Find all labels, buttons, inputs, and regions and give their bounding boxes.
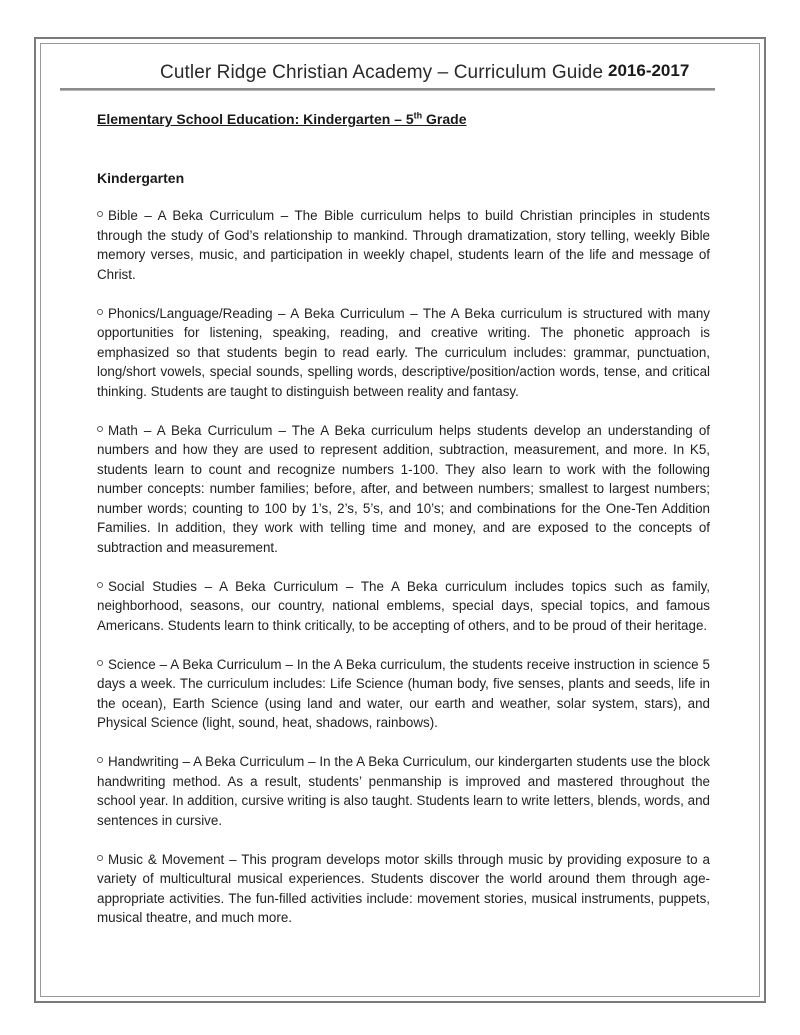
header-year: 2016-2017	[608, 61, 690, 80]
bullet-icon	[97, 855, 103, 861]
document-header	[60, 58, 744, 88]
subject-science	[97, 655, 710, 733]
bullet-icon	[97, 582, 103, 588]
subject-text: Math – A Beka Curriculum – The A Beka curriculum helps students develop an understanding of numbers and how they are used to represent addition, subtraction, measurement, and more. In K5, students learn to count and recognize numbers 1-100. They also learn to work with the following number concepts: number families; before, after, and between numbers; smallest to largest numbers; number words; counting to 100 by 1’s, 2’s, 5’s, and 10’s; and combinations for the One-Ten Addition Families. In addition, they work with telling time and money, and are exposed to the concepts of subtraction and measurement.	[97, 422, 710, 555]
section-title	[97, 111, 467, 127]
bullet-icon	[97, 757, 103, 763]
subject-text: Phonics/Language/Reading – A Beka Curriculum – The A Beka curriculum is structured with many opportunities for listening, speaking, reading, and creative writing. The phonetic approach is emphasized so that students begin to read early. The curriculum includes: grammar, punctuation, long/short vowels, special sounds, spelling words, descriptive/position/action words, tense, and critical thinking. Students are taught to distinguish between reality and fantasy.	[97, 305, 710, 399]
subject-text: Music & Movement – This program develops motor skills through music by providing exposure to a variety of multicultural musical experiences. Students discover the world around them through age-appropriate activities. The fun-filled activities include: movement stories, musical instruments, puppets, musical theatre, and much more.	[97, 851, 710, 925]
subject-bible	[97, 206, 710, 284]
grade-heading: Kindergarten	[97, 170, 185, 186]
subject-text: Handwriting – A Beka Curriculum – In the A Beka Curriculum, our kindergarten students use the block handwriting method. As a result, students’ penmanship is improved and mastered throughout the school year. In addition, cursive writing is also taught. Students learn to write letters, blends, words, and sentences in cursive.	[97, 754, 710, 828]
subject-text: Bible – A Beka Curriculum – The Bible curriculum helps to build Christian principles in students through the study of God’s relationship to mankind. Through dramatization, story telling, weekly Bible memory verses, music, and participation in weekly chapel, students learn of the life and message of Christ.	[97, 208, 710, 282]
section-title-prefix: Elementary School Education: Kindergarten – 5	[97, 111, 414, 127]
subject-handwriting	[97, 752, 710, 830]
bullet-icon	[97, 426, 103, 432]
subject-social-studies	[97, 577, 710, 636]
subject-phonics	[97, 304, 710, 402]
bullet-icon	[97, 309, 103, 315]
header-title: Cutler Ridge Christian Academy – Curriculum Guide	[160, 62, 604, 83]
subject-text: Social Studies – A Beka Curriculum – The A Beka curriculum includes topics such as family, neighborhood, seasons, our country, national emblems, special days, special topics, and famous Americans. Students learn to think critically, to be accepting of others, and to be proud of their heritage.	[97, 578, 710, 633]
subject-list	[97, 206, 710, 947]
bullet-icon	[97, 660, 103, 666]
bullet-icon	[97, 211, 103, 217]
subject-music-movement	[97, 850, 710, 928]
subject-text: Science – A Beka Curriculum – In the A Beka curriculum, the students receive instruction in science 5 days a week. The curriculum includes: Life Science (human body, five senses, plants and seeds, life in the ocean), Earth Science (using land and water, our earth and weather, solar system, stars), and Physical Science (light, sound, heat, shadows, rainbows).	[97, 656, 710, 730]
section-title-suffix: Grade	[422, 111, 467, 127]
subject-math	[97, 421, 710, 558]
section-title-superscript: th	[413, 110, 423, 121]
header-rule	[60, 88, 715, 91]
